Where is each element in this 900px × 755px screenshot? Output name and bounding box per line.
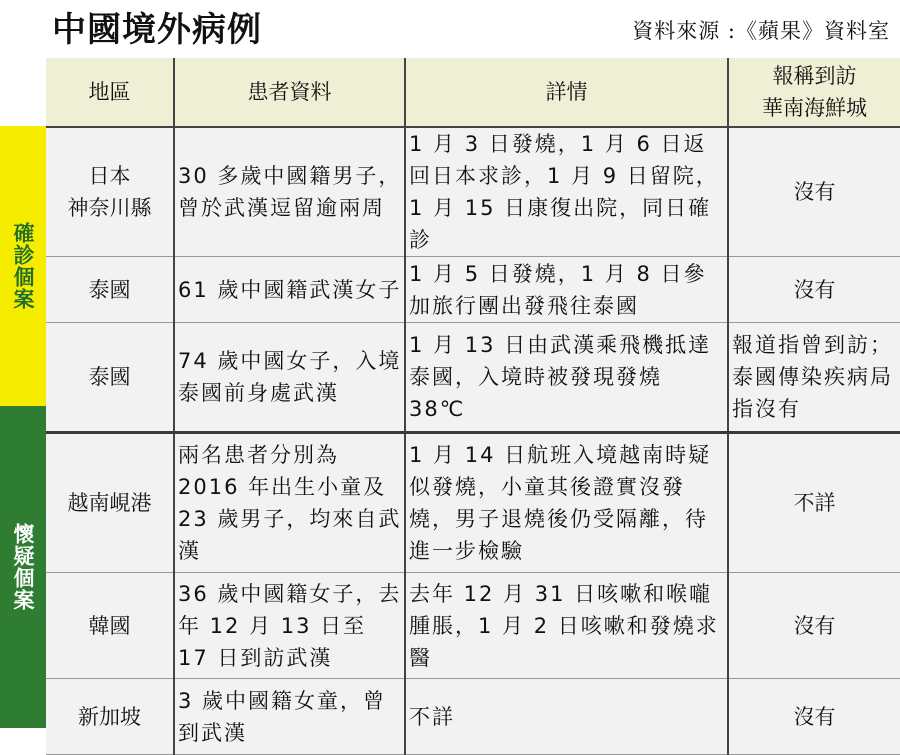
- patient-cell: 兩名患者分別為 2016 年出生小童及 23 歲男子，均來自武漢: [174, 433, 405, 573]
- detail-cell: 1 月 14 日航班入境越南時疑似發燒，小童其後證實沒發燒，男子退燒後仍受隔離，待進一步檢驗: [405, 433, 728, 573]
- table-row: [46, 257, 900, 323]
- detail-cell: 去年 12 月 31 日咳嗽和喉嚨腫脹，1 月 2 日咳嗽和發燒求醫: [405, 573, 728, 679]
- table-row: [46, 573, 900, 679]
- detail-cell: 1 月 3 日發燒，1 月 6 日返回日本求診，1 月 9 日留院，1 月 15 日康復出院，同日確診: [405, 127, 728, 257]
- band-suspected-cases: [0, 406, 46, 728]
- table-row: [46, 679, 900, 755]
- patient-cell: 61 歲中國籍武漢女子: [174, 257, 405, 323]
- table-row: [46, 127, 900, 257]
- region-cell: 韓國: [46, 573, 174, 679]
- region-cell: [46, 127, 174, 257]
- market-cell: 沒有: [728, 573, 900, 679]
- header-row: [46, 58, 900, 127]
- market-cell: 報道指曾到訪；泰國傳染疾病局指沒有: [728, 323, 900, 433]
- detail-cell: 1 月 13 日由武漢乘飛機抵達泰國，入境時被發現發燒 38℃: [405, 323, 728, 433]
- header-market: [728, 58, 900, 127]
- table-row: [46, 323, 900, 433]
- patient-cell: 3 歲中國籍女童，曾到武漢: [174, 679, 405, 755]
- market-cell: 沒有: [728, 257, 900, 323]
- market-cell: 沒有: [728, 127, 900, 257]
- region-cell: 泰國: [46, 323, 174, 433]
- market-cell: 不詳: [728, 433, 900, 573]
- region-cell: 新加坡: [46, 679, 174, 755]
- cases-table: [46, 58, 900, 755]
- table-row: [46, 433, 900, 573]
- region-line2: 神奈川縣: [67, 196, 152, 220]
- detail-cell: 不詳: [405, 679, 728, 755]
- region-cell: 泰國: [46, 257, 174, 323]
- band-suspected-label: 懷疑個案: [11, 523, 35, 611]
- header-market-line2: 華南海鮮城: [762, 96, 867, 120]
- patient-cell: 30 多歲中國籍男子，曾於武漢逗留逾兩周: [174, 127, 405, 257]
- header-region: 地區: [46, 58, 174, 127]
- band-confirmed-label: 確診個案: [11, 222, 35, 310]
- header-market-line1: 報稱到訪: [772, 64, 857, 88]
- detail-cell: 1 月 5 日發燒，1 月 8 日參加旅行團出發飛往泰國: [405, 257, 728, 323]
- patient-cell: 36 歲中國籍女子，去年 12 月 13 日至 17 日到訪武漢: [174, 573, 405, 679]
- source-credit: 資料來源 :《蘋果》資料室: [632, 19, 890, 43]
- market-cell: 沒有: [728, 679, 900, 755]
- region-cell: 越南峴港: [46, 433, 174, 573]
- page-title: 中國境外病例: [52, 10, 262, 50]
- band-confirmed-cases: [0, 126, 46, 406]
- region-line1: 日本: [88, 164, 131, 188]
- patient-cell: 74 歲中國女子，入境泰國前身處武漢: [174, 323, 405, 433]
- header-patient: 患者資料: [174, 58, 405, 127]
- header-detail: 詳情: [405, 58, 728, 127]
